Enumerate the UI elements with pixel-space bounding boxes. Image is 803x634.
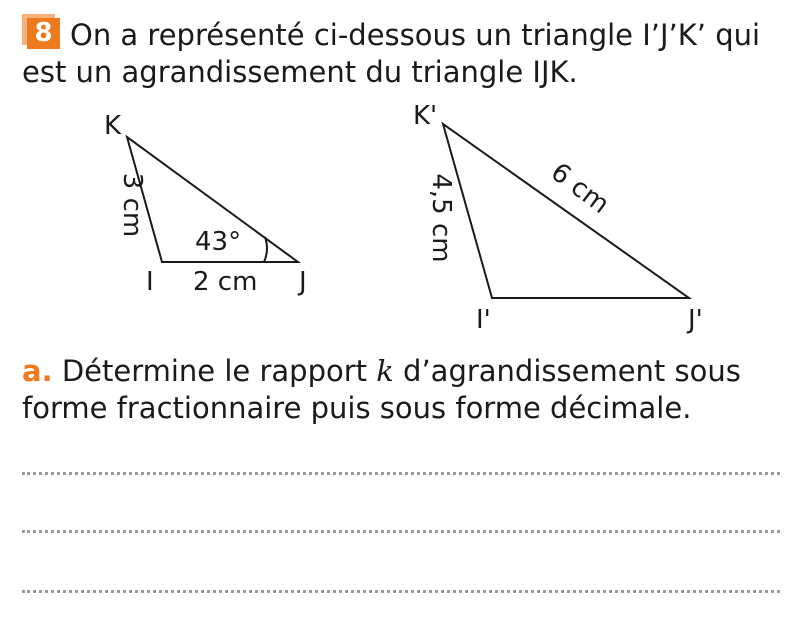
exercise-statement-text: On a représenté ci-dessous un triangle I’J’K’ qui est un agrandissement du triangle IJK. xyxy=(22,18,761,89)
vertex-j-label: J xyxy=(299,267,307,297)
vertex-j-prime-label: J' xyxy=(688,305,703,335)
side-ij-label: 2 cm xyxy=(193,267,258,297)
question-a xyxy=(22,353,792,427)
exercise-number: 8 xyxy=(27,18,60,49)
side-ik-label: 3 cm xyxy=(117,172,147,238)
side-kj-prime-label: 6 cm xyxy=(545,157,615,220)
question-a-text-after: d’agrandissement sous forme fractionnaire puis sous forme décimale. xyxy=(22,354,741,425)
vertex-k-prime-label: K' xyxy=(413,101,438,131)
angle-j-arc xyxy=(264,237,267,262)
question-a-letter: a. xyxy=(22,354,53,388)
triangle-ijk-prime-outline xyxy=(443,124,689,298)
vertex-i-prime-label: I' xyxy=(476,305,491,335)
answer-line-1[interactable] xyxy=(22,472,780,475)
variable-k: k xyxy=(376,354,394,388)
triangle-ijk-prime xyxy=(413,101,703,335)
question-a-text-before: Détermine le rapport xyxy=(61,354,368,388)
answer-line-2[interactable] xyxy=(22,530,780,533)
answer-line-3[interactable] xyxy=(22,590,780,593)
side-ik-prime-label: 4,5 cm xyxy=(426,173,456,263)
vertex-k-label: K xyxy=(104,111,122,141)
vertex-i-label: I xyxy=(146,267,154,297)
triangle-ijk xyxy=(104,111,307,297)
angle-j-label: 43° xyxy=(195,227,242,257)
